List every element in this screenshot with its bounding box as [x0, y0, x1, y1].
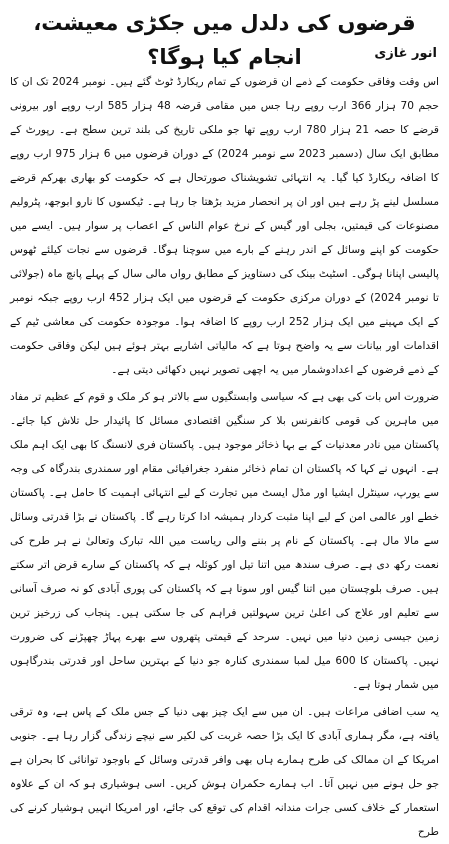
body-paragraph-2: ضرورت اس بات کی بھی ہے کہ سیاسی وابستگیوں سے بالاتر ہو کر ملک و قوم کے عظیم تر مفاد میں ماہرین کی قومی کانفرنس بلا کر سنگین اقتصادی مسائل کا پائیدار حل تلاش کیا جائے۔ پاکستان میں نادر معدنیات کے بے بہا ذخائر موجود ہیں۔ پاکستان فری لانسنگ کا بھی ایک اہم ملک ہے۔ انہوں نے کہا کہ پاکستان ان تمام ذخائر منفرد جغرافیائی مقام اور سمندری بندرگاہ کی وجہ سے یورپ، سینٹرل ایشیا اور مڈل ایسٹ میں تجارت کے لیے انتہائی اہمیت کا حامل ہے۔ پاکستان خطے اور عالمی امن کے لیے اپنا مثبت کردار ہمیشہ ادا کرتا رہے گا۔ پاکستان نے بڑا قدرتی وسائل سے مالا مال ہے۔ پاکستان کے نام پر بننے والی ریاست میں اللہ تبارک وتعالیٰ نے ہر طرح کی نعمت رکھ دی ہے۔ صرف سندھ میں اتنا تیل اور کوئلہ ہے کہ پاکستان کے سارے قرض اتر سکتے ہیں۔ صرف بلوچستان میں اتنا گیس اور سونا ہے کہ پاکستان کی پوری آبادی کو نہ صرف آسانی سے تعلیم اور علاج کی اعلیٰ ترین سہولتیں فراہم کی جا سکتی ہیں۔ پنجاب کی زرخیز ترین زمین جیسی زمین دنیا میں نہیں۔ سرحد کے قیمتی پتھروں سے بھرے پہاڑ چھپڑنے کی ضرورت نہیں۔ پاکستان کا 600 میل لمبا سمندری کنارہ جو دنیا کے بہترین ساحل اور قدرتی بندرگاہوں میں شمار ہوتا ہے۔ [10, 391, 439, 691]
body-paragraph-1: اس وقت وفاقی حکومت کے ذمے ان قرضوں کے تمام ریکارڈ ٹوٹ گئے ہیں۔ نومبر 2024 تک ان کا حجم 70 ہزار 366 ارب روپے رہا جس میں مقامی قرضہ 48 ہزار 585 ارب روپے اور بیرونی قرضے کا حصہ 21 ہزار 780 ارب روپے تھا جو ملکی تاریخ کی بلند ترین سطح ہے۔ رپورٹ کے مطابق ایک سال (دسمبر 2023 سے نومبر 2024) کے دوران قرضوں میں 6 ہزار 975 ارب روپے کا اضافہ ریکارڈ کیا گیا۔ یہ انتہائی تشویشناک صورتحال ہے کہ حکومت کو بھاری بھرکم قرضے مسلسل لینے پڑ رہے ہیں اور ان پر انحصار مزید بڑھتا جا رہا ہے۔ ٹیکسوں کا نارو ابوجھ، پٹرولیم مصنوعات کی قیمتیں، بجلی اور گیس کے نرخ عوام الناس کے اعصاب پر سوار ہیں۔ ایسے میں حکومت کو اپنے وسائل کے اندر رہنے کے بارے میں سوچنا ہوگا۔ قرضوں سے نجات کیلئے ٹھوس پالیسی اپنانا ہوگی۔ اسٹیٹ بینک کی دستاویز کے مطابق رواں مالی سال کے پہلے پانچ ماہ (جولائی تا نومبر 2024) کے دوران مرکزی حکومت کے قرضوں میں ایک ہزار 452 ارب روپے جبکہ نومبر کے ایک مہینے میں ایک ہزار 252 ارب روپے کا اضافہ ہوا۔ موجودہ حکومت کی معاشی ٹیم کے اقدامات اور بیانات سے یہ واضح ہوتا ہے کہ مالیاتی اشاریے بہتر ہوئے ہیں لیکن وفاقی حکومت کے ذمے قرضوں کے اعدادوشمار میں یہ اچھی تصویر نہیں دکھائی دیتی ہے۔ [10, 76, 440, 376]
headline: قرضوں کی دلدل میں جکڑی معیشت، انجام کیا ہوگا؟ [33, 11, 416, 69]
author-byline: انور غازی [374, 46, 437, 61]
body-paragraph-3: یہ سب اضافی مراعات ہیں۔ ان میں سے ایک چیز بھی دنیا کے جس ملک کے پاس ہے، وہ ترقی یافتہ ہے، مگر ہماری آبادی کا ایک بڑا حصہ غربت کی لکیر سے نیچے زندگی گزار رہا ہے۔ جنوبی امریکا کے ان ممالک کی طرح ہمارے ہاں بھی وافر قدرتی وسائل کے باوجود توانائی کا بحران ہے جو حل ہونے میں نہیں آتا۔ اب ہمارے حکمران ہوش کریں۔ اسی ہوشیاری ہو کہ ان کے علاوہ استعمار کے خلاف کسی جرات مندانہ اقدام کی توقع کی جائے، اور امریکا انہیں ہوشیار کرنے کی طرح [10, 706, 439, 838]
